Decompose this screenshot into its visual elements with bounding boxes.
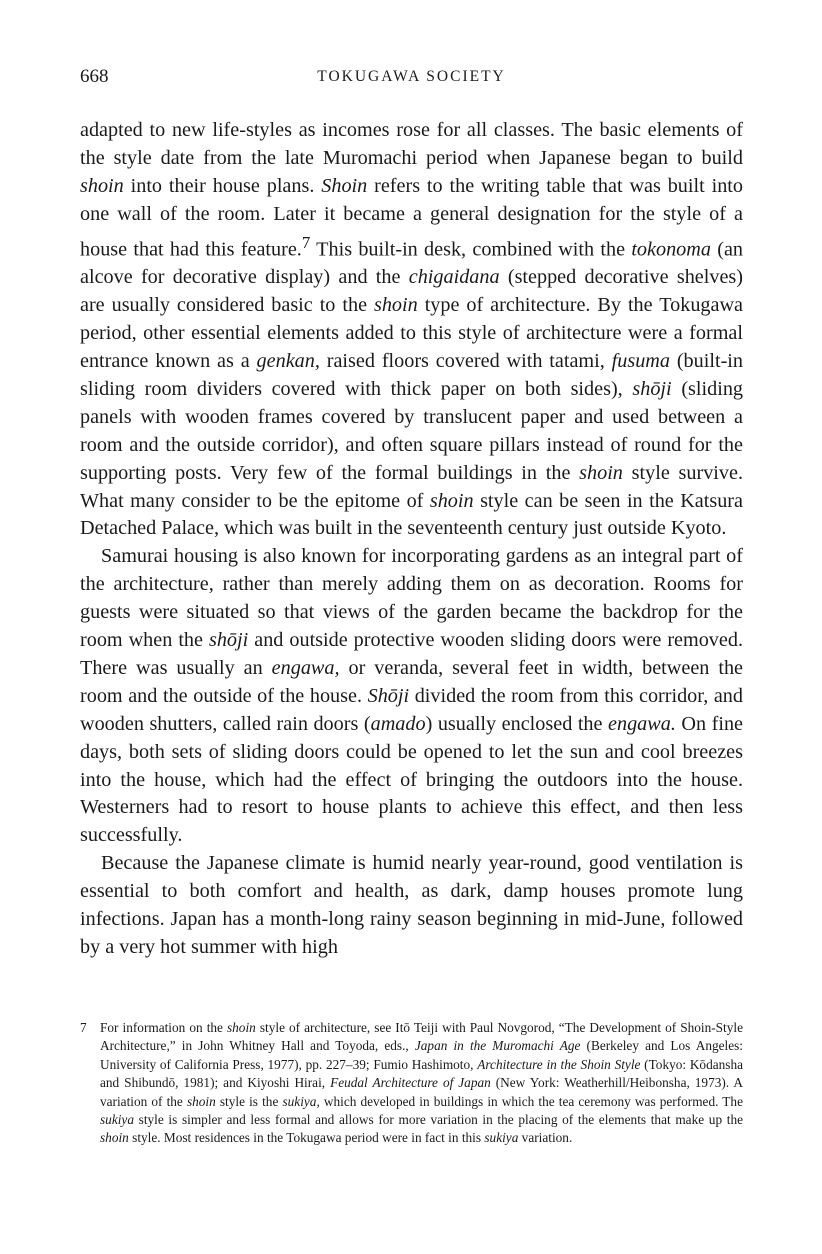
italic-term: Feudal Architecture of Japan	[330, 1075, 491, 1091]
text-run: variation.	[518, 1130, 573, 1146]
text-run: Samurai housing is also known for incorporating gardens as an integral part of the architecture, rather than merely adding them on as decoration. Rooms for guests were situated so that views of the garden became the backdrop for the room when the	[80, 545, 743, 652]
text-run: On fine days, both sets of sliding doors could be opened to let the sun and cool breezes into the house, which had the effect of bringing the outdoors into the house. Westerners had to resort to house plants to achieve this effect, and then less successfully.	[80, 712, 744, 847]
text-run: into their house plans.	[123, 174, 322, 197]
italic-term: sukiya	[484, 1130, 519, 1146]
italic-term: shōji	[632, 377, 672, 400]
italic-term: Shōji	[367, 684, 410, 707]
text-run: and outside protective wooden sliding doors were removed. There was usually an	[80, 629, 743, 679]
italic-term: sukiya	[100, 1112, 134, 1128]
italic-term: genkan,	[256, 349, 320, 372]
text-run: style is the	[215, 1093, 283, 1109]
italic-term: shōji	[208, 629, 249, 652]
italic-term: chigaidana	[408, 266, 500, 289]
italic-term: amado	[370, 712, 426, 735]
page-header	[80, 66, 743, 94]
text-run: style. Most residences in the Tokugawa period were in fact in this	[128, 1130, 485, 1146]
footnote-ref: 7	[301, 232, 311, 252]
running-head: TOKUGAWA SOCIETY	[317, 68, 506, 85]
text-run: adapted to new life-styles as incomes rose for all classes. The basic elements of the style date from the late Muromachi period when Japanese began to build	[80, 119, 743, 169]
italic-term: Shoin	[321, 174, 368, 197]
text-run: (Berkeley and Los Angeles: University of California Press, 1977), pp. 227–39; Fumio Hashimoto,	[100, 1038, 743, 1072]
paragraph	[80, 543, 743, 850]
text-run: raised floors covered with tatami,	[319, 349, 612, 372]
italic-term: Japan in the Muromachi Age	[414, 1038, 581, 1054]
text-run: (Tokyo: Kōdansha and Shibundō, 1981); and Kiyoshi Hirai,	[100, 1056, 744, 1091]
text-run: style is simpler and less formal and allows for more variation in the placing of the elements that make up the	[133, 1112, 743, 1128]
italic-term: sukiya,	[282, 1093, 320, 1109]
text-run: or veranda, several feet in width, between the room and the outside of the house.	[80, 656, 743, 707]
text-run: (sliding panels with wooden frames covered by translucent paper and used between a room and the outside corridor), and often square pillars instead of round for the supporting posts. Very few of the formal buildings in the	[80, 377, 744, 484]
text-run: style survive. What many consider to be the epitome of	[80, 461, 743, 512]
page-number: 668	[80, 66, 109, 87]
italic-term: fusuma	[611, 349, 670, 372]
text-run: (New York: Weatherhill/Heibonsha, 1973). A variation of the	[100, 1075, 743, 1109]
text-run: Because the Japanese climate is humid nearly year-round, good ventilation is essential to both comfort and health, as dark, damp houses promote lung infections. Japan has a month-long rainy season beginning in mid-June, followed by a very hot summer with high	[80, 852, 743, 959]
text-run: (built-in sliding room dividers covered with thick paper on both sides),	[80, 349, 743, 400]
paragraph	[80, 850, 743, 962]
footnote-text	[100, 1019, 743, 1148]
footnote-number: 7	[80, 1020, 87, 1035]
italic-term: shoin	[80, 174, 124, 197]
italic-term: shoin	[373, 294, 418, 317]
text-run: (stepped decorative shelves) are usually considered basic to the	[80, 266, 743, 317]
text-run: ) usually enclosed the	[425, 712, 609, 735]
text-run: style can be seen in the Katsura Detached Palace, which was built in the seventeenth century just outside Kyoto.	[80, 489, 743, 540]
italic-term: shoin	[579, 461, 623, 484]
text-run: which developed in buildings in which the tea ceremony was performed. The	[319, 1093, 743, 1109]
italic-term: tokonoma	[631, 238, 711, 261]
text-run: type of architecture. By the Tokugawa period, other essential elements added to this style of architecture were a formal entrance known as a	[80, 294, 743, 372]
italic-term: shoin	[429, 489, 474, 512]
text-run: divided the room from this corridor, and wooden shutters, called rain doors (	[80, 684, 743, 735]
text-run: This built-in desk, combined with the	[310, 238, 632, 261]
italic-term: engawa,	[271, 656, 340, 679]
italic-term: shoin	[186, 1093, 216, 1109]
body-text	[80, 117, 743, 962]
paragraph	[80, 117, 743, 543]
text-run: For information on the	[100, 1020, 227, 1035]
italic-term: shoin	[100, 1130, 129, 1146]
italic-term: shoin	[226, 1020, 256, 1035]
text-run: refers to the writing table that was built into one wall of the room. Later it became a general designation for the style of a house that had this feature.	[80, 174, 743, 261]
italic-term: Architecture in the Shoin Style	[477, 1056, 641, 1072]
text-run: (an alcove for decorative display) and the	[80, 238, 743, 289]
footnote	[80, 1019, 743, 1148]
text-run: style of architecture, see Itō Teiji with Paul Novgorod, “The Development of Shoin-Style Architecture,” in John Whitney Hall and Toyoda, eds.,	[100, 1020, 743, 1054]
italic-term: engawa.	[608, 712, 676, 735]
